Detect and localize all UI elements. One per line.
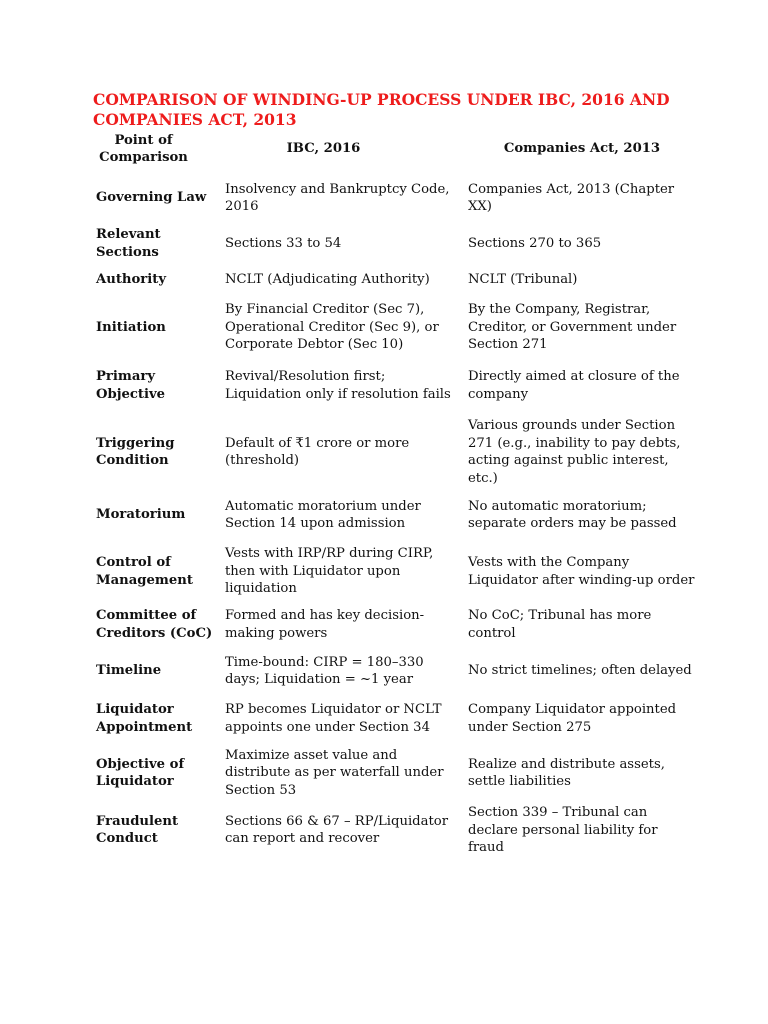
row-point-cell: Fraudulent Conduct (96, 813, 179, 847)
row-ibc-cell: Time-bound: CIRP = 180–330 days; Liquidation = ~1 year (225, 654, 424, 687)
table-row (90, 356, 698, 415)
row-companies-act-cell: No strict timelines; often delayed (468, 663, 692, 679)
row-point-cell: Control of Management (96, 555, 193, 588)
header-companies-act-2013: Companies Act, 2013 (503, 141, 661, 157)
table-row (90, 261, 698, 299)
row-ibc-cell: Default of ₹1 crore or more (threshold) (225, 435, 410, 468)
row-ibc-cell: NCLT (Adjudicating Authority) (225, 272, 430, 288)
row-ibc-cell: Automatic moratorium under Section 14 upon admission (225, 498, 421, 531)
comparison-table (90, 128, 698, 857)
table-row (90, 647, 698, 695)
row-companies-act-cell: Realize and distribute assets, settle liabilities (468, 756, 665, 789)
row-companies-act-cell: NCLT (Tribunal) (468, 272, 578, 288)
table-row (90, 804, 698, 857)
row-companies-act-cell: By the Company, Registrar, Creditor, or Government under Section 271 (468, 302, 677, 353)
row-ibc-cell: Revival/Resolution first; Liquidation only if resolution fails (225, 369, 451, 402)
row-companies-act-cell: Vests with the Company Liquidator after winding-up order (468, 555, 695, 588)
row-point-cell: Moratorium (96, 507, 186, 523)
row-companies-act-cell: No automatic moratorium; separate orders may be passed (468, 498, 677, 531)
table-row (90, 299, 698, 356)
row-companies-act-cell: Companies Act, 2013 (Chapter XX) (468, 181, 675, 214)
row-point-cell: Governing Law (96, 190, 207, 206)
row-point-cell: Timeline (96, 663, 162, 679)
row-companies-act-cell: Sections 270 to 365 (468, 235, 602, 251)
row-ibc-cell: Sections 66 & 67 – RP/Liquidator can report and recover (225, 813, 449, 847)
row-companies-act-cell: No CoC; Tribunal has more control (468, 608, 652, 641)
row-companies-act-cell: Directly aimed at closure of the company (468, 369, 680, 402)
header-ibc-2016: IBC, 2016 (286, 141, 361, 157)
table-row (90, 226, 698, 261)
row-point-cell: Primary Objective (96, 369, 166, 402)
table-row (90, 541, 698, 602)
header-point-of-comparison: Point of Comparison (99, 132, 188, 165)
table-row (90, 489, 698, 541)
row-ibc-cell: Maximize asset value and distribute as per waterfall under Section 53 (225, 747, 444, 798)
row-ibc-cell: Vests with IRP/RP during CIRP, then with Liquidator upon liquidation (225, 546, 434, 597)
table-row (90, 742, 698, 804)
row-point-cell: Committee of Creditors (CoC) (96, 608, 213, 641)
row-ibc-cell: By Financial Creditor (Sec 7), Operational Creditor (Sec 9), or Corporate Debtor (Sec 10) (225, 302, 439, 353)
table-row (90, 602, 698, 647)
row-companies-act-cell: Company Liquidator appointed under Section 275 (468, 702, 677, 735)
table-row (90, 695, 698, 742)
row-ibc-cell: Formed and has key decision-making powers (225, 608, 425, 641)
table-row (90, 170, 698, 226)
row-ibc-cell: Sections 33 to 54 (225, 235, 342, 251)
row-point-cell: Initiation (96, 319, 166, 335)
row-companies-act-cell: Section 339 – Tribunal can declare personal liability for fraud (468, 805, 658, 855)
document-title: COMPARISON OF WINDING-UP PROCESS UNDER IBC, 2016 AND COMPANIES ACT, 2013 (93, 90, 670, 129)
table-row (90, 415, 698, 489)
table-header-row (90, 128, 698, 170)
row-point-cell: Liquidator Appointment (96, 702, 193, 735)
row-point-cell: Objective of Liquidator (96, 756, 185, 789)
row-point-cell: Authority (96, 272, 167, 288)
row-companies-act-cell: Various grounds under Section 271 (e.g., inability to pay debts, acting against public interest, etc.) (468, 418, 681, 486)
row-ibc-cell: RP becomes Liquidator or NCLT appoints one under Section 34 (225, 702, 442, 735)
row-point-cell: Triggering Condition (96, 435, 175, 468)
row-point-cell: Relevant Sections (96, 227, 161, 260)
row-ibc-cell: Insolvency and Bankruptcy Code, 2016 (225, 181, 450, 214)
